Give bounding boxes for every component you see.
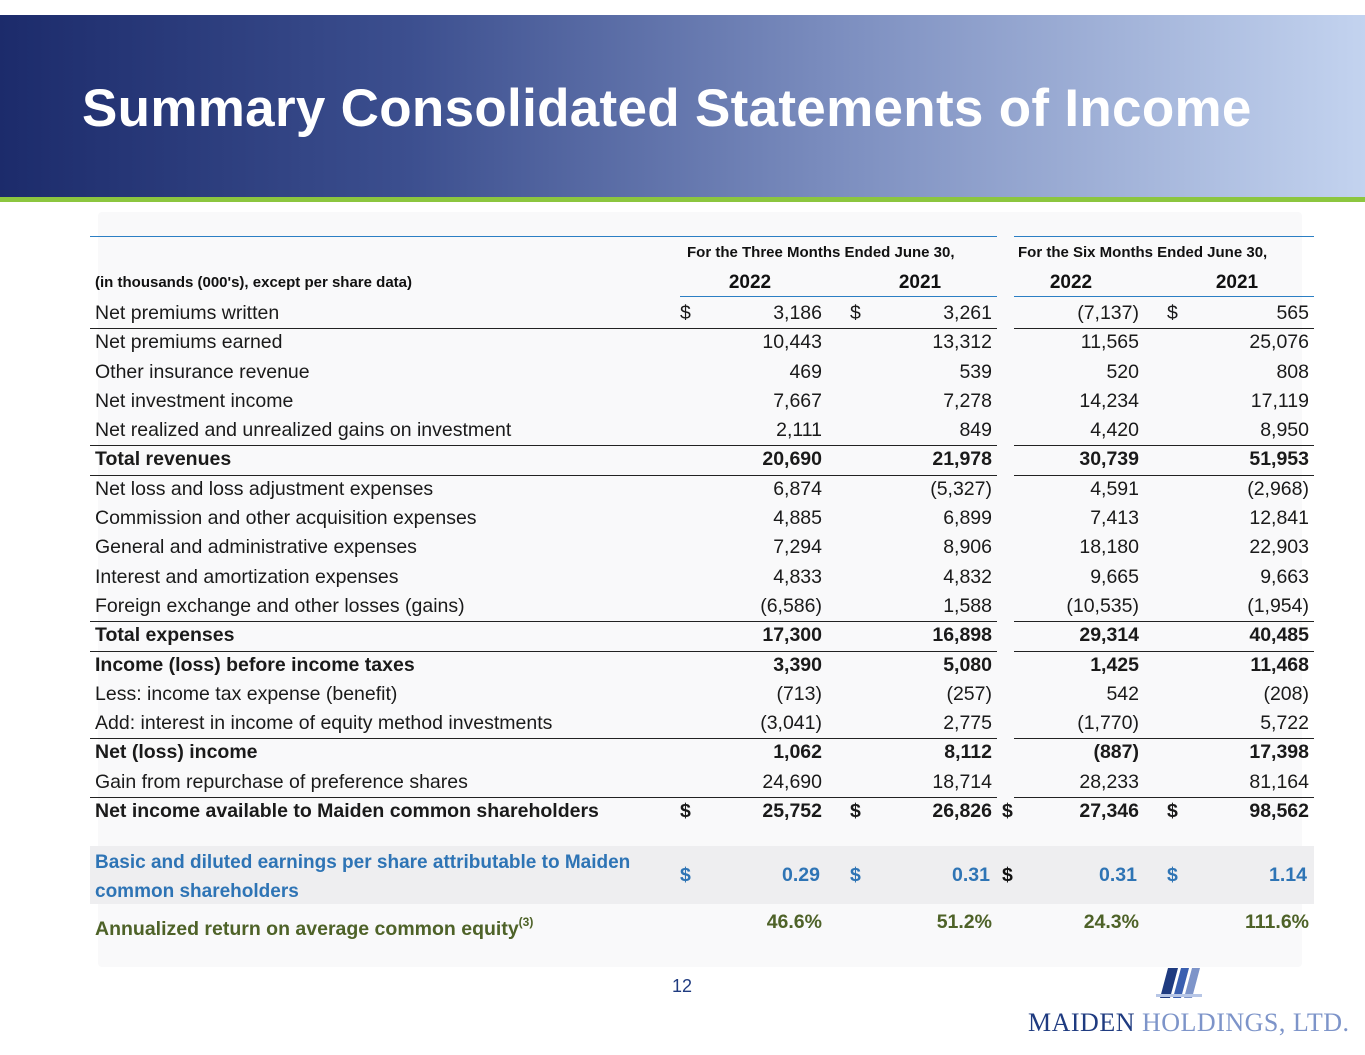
roe-label — [95, 908, 533, 944]
table-cell: 22,903 — [1249, 536, 1309, 559]
table-cell: (713) — [776, 682, 822, 705]
table-row — [90, 680, 1314, 709]
company-logo-text — [1028, 1008, 1350, 1038]
roe-6m-2022: 24.3% — [1083, 911, 1139, 933]
table-cell: 5,080 — [943, 653, 992, 676]
table-cell: (10,535) — [1066, 594, 1139, 617]
table-cell: 27,346 — [1079, 800, 1139, 823]
table-cell: 4,591 — [1090, 477, 1139, 500]
table-cell: (2,968) — [1247, 477, 1309, 500]
eps-3m-2022: 0.29 — [782, 864, 820, 886]
table-cell: 2,111 — [776, 419, 822, 442]
table-cell: (5,327) — [930, 477, 992, 500]
row-label: Other insurance revenue — [95, 360, 310, 383]
currency-symbol: $ — [850, 864, 861, 886]
table-cell: 7,294 — [773, 536, 822, 559]
currency-symbol: $ — [680, 800, 691, 823]
currency-symbol: $ — [850, 302, 861, 324]
header-rule-six-months — [1014, 236, 1314, 237]
table-cell: 17,398 — [1249, 741, 1309, 764]
row-label: Net premiums earned — [95, 331, 283, 354]
table-cell: 25,752 — [762, 800, 822, 823]
table-cell: 1,588 — [943, 594, 992, 617]
table-cell: (1,770) — [1077, 712, 1139, 735]
table-cell: 5,722 — [1260, 712, 1309, 735]
row-label: Total expenses — [95, 624, 235, 647]
row-label: Commission and other acquisition expenses — [95, 507, 477, 530]
table-row — [90, 768, 1314, 797]
table-cell: (257) — [946, 682, 992, 705]
table-cell: 26,826 — [932, 800, 992, 823]
table-cell: 4,833 — [773, 565, 822, 588]
top-strip — [0, 0, 1365, 15]
table-row — [90, 621, 1314, 650]
table-row — [90, 709, 1314, 738]
row-label: Total revenues — [95, 448, 232, 471]
table-body — [90, 299, 1314, 826]
eps-label: Basic and diluted earnings per share attributable to Maiden common shareholders — [95, 852, 631, 902]
table-row — [90, 651, 1314, 680]
roe-3m-2022: 46.6% — [766, 911, 822, 933]
table-cell: 4,885 — [773, 507, 822, 530]
table-cell: 3,261 — [943, 302, 992, 324]
row-label: Add: interest in income of equity method investments — [95, 712, 553, 735]
table-cell: 1,062 — [773, 741, 822, 764]
roe-3m-2021: 51.2% — [936, 911, 992, 933]
table-cell: 29,314 — [1079, 624, 1139, 647]
table-row — [90, 533, 1314, 562]
header-rule-three-months — [90, 236, 997, 237]
roe-footnote: (3) — [518, 915, 534, 929]
period-header-six-months: For the Six Months Ended June 30, — [1018, 244, 1268, 261]
roe-label-text: Annualized return on average common equity — [95, 918, 519, 940]
currency-symbol: $ — [680, 302, 691, 324]
row-label: Net income available to Maiden common shareholders — [95, 800, 599, 823]
table-cell: 28,233 — [1079, 770, 1139, 793]
table-row — [90, 738, 1314, 767]
table-cell: 8,950 — [1260, 419, 1309, 442]
row-label: Net investment income — [95, 389, 294, 412]
table-cell: 469 — [789, 360, 822, 383]
table-row — [90, 592, 1314, 621]
table-row — [90, 797, 1314, 826]
unit-label: (in thousands (000's), except per share data) — [95, 274, 412, 291]
table-cell: 808 — [1276, 360, 1309, 383]
row-label: Net (loss) income — [95, 741, 258, 764]
currency-symbol: $ — [1167, 800, 1178, 823]
table-cell: 8,906 — [943, 536, 992, 559]
table-cell: 51,953 — [1249, 448, 1309, 471]
table-cell: 565 — [1276, 302, 1309, 324]
table-row — [90, 445, 1314, 474]
year-underline-six-months — [1014, 296, 1314, 297]
eps-6m-2022: 0.31 — [1099, 864, 1137, 886]
table-cell: (6,586) — [760, 594, 822, 617]
table-cell: (7,137) — [1077, 302, 1139, 324]
table-cell: 520 — [1106, 360, 1139, 383]
eps-3m-2021: 0.31 — [952, 864, 990, 886]
table-cell: 25,076 — [1249, 331, 1309, 354]
roe-6m-2021: 111.6% — [1245, 911, 1309, 933]
table-cell: (887) — [1093, 741, 1139, 764]
table-cell: (1,954) — [1247, 594, 1309, 617]
year-header-6m-2021: 2021 — [1215, 272, 1259, 293]
table-row — [90, 358, 1314, 387]
period-header-three-months: For the Three Months Ended June 30, — [687, 244, 955, 261]
currency-symbol: $ — [680, 864, 691, 886]
table-cell: 7,413 — [1090, 507, 1139, 530]
currency-symbol: $ — [1002, 864, 1013, 886]
table-cell: 8,112 — [944, 741, 992, 764]
table-cell: 2,775 — [943, 712, 992, 735]
table-cell: 17,300 — [762, 624, 822, 647]
table-cell: 4,420 — [1090, 419, 1139, 442]
year-header-3m-2021: 2021 — [898, 272, 942, 293]
table-row — [90, 504, 1314, 533]
table-cell: 849 — [959, 419, 992, 442]
page-number: 12 — [671, 976, 693, 996]
table-cell: 9,665 — [1090, 565, 1139, 588]
table-row — [90, 299, 1314, 328]
table-cell: 20,690 — [762, 448, 822, 471]
row-label: Less: income tax expense (benefit) — [95, 682, 398, 705]
row-label: Income (loss) before income taxes — [95, 653, 415, 676]
row-label: Foreign exchange and other losses (gains) — [95, 594, 465, 617]
table-cell: 9,663 — [1260, 565, 1309, 588]
row-label: Net realized and unrealized gains on investment — [95, 419, 512, 442]
table-cell: 3,186 — [773, 302, 822, 324]
table-row — [90, 475, 1314, 504]
table-cell: 12,841 — [1249, 507, 1309, 530]
table-cell: (208) — [1263, 682, 1309, 705]
table-cell: 3,390 — [773, 653, 822, 676]
table-cell: 542 — [1106, 682, 1139, 705]
table-cell: 11,565 — [1080, 331, 1139, 354]
logo-name: MAIDEN — [1028, 1008, 1135, 1037]
table-cell: 16,898 — [932, 624, 992, 647]
currency-symbol: $ — [1002, 800, 1013, 823]
table-cell: 18,180 — [1079, 536, 1139, 559]
row-label: Net loss and loss adjustment expenses — [95, 477, 434, 500]
table-cell: 14,234 — [1079, 389, 1139, 412]
eps-row — [90, 846, 1314, 904]
banner-accent-line — [0, 197, 1365, 202]
table-cell: 21,978 — [932, 448, 992, 471]
row-label: Interest and amortization expenses — [95, 565, 399, 588]
table-cell: 18,714 — [932, 770, 992, 793]
table-cell: 7,667 — [773, 389, 822, 412]
table-cell: 4,832 — [943, 565, 992, 588]
table-row — [90, 416, 1314, 445]
table-cell: 24,690 — [762, 770, 822, 793]
roe-row — [90, 906, 1314, 938]
table-cell: 1,425 — [1090, 653, 1139, 676]
table-row — [90, 387, 1314, 416]
table-cell: 98,562 — [1249, 800, 1309, 823]
table-cell: 10,443 — [762, 331, 822, 354]
year-header-3m-2022: 2022 — [728, 272, 772, 293]
table-cell: (3,041) — [760, 712, 822, 735]
table-cell: 7,278 — [943, 389, 992, 412]
year-header-6m-2022: 2022 — [1049, 272, 1093, 293]
row-label: General and administrative expenses — [95, 536, 417, 559]
currency-symbol: $ — [1167, 864, 1178, 886]
table-cell: 11,468 — [1250, 653, 1309, 676]
table-cell: 6,874 — [773, 477, 822, 500]
table-cell: 30,739 — [1079, 448, 1139, 471]
currency-symbol: $ — [850, 800, 861, 823]
year-underline-three-months — [680, 296, 997, 297]
table-cell: 40,485 — [1249, 624, 1309, 647]
table-cell: 13,312 — [932, 331, 992, 354]
currency-symbol: $ — [1167, 302, 1178, 324]
table-cell: 17,119 — [1250, 389, 1309, 412]
row-label: Gain from repurchase of preference shares — [95, 770, 468, 793]
eps-6m-2021: 1.14 — [1269, 864, 1307, 886]
table-cell: 539 — [959, 360, 992, 383]
maiden-logo-icon — [1156, 966, 1204, 1000]
table-cell: 6,899 — [943, 507, 992, 530]
page-title: Summary Consolidated Statements of Income — [82, 79, 1252, 138]
row-label: Net premiums written — [95, 302, 280, 324]
table-cell: 81,164 — [1249, 770, 1309, 793]
logo-suffix: HOLDINGS, LTD. — [1142, 1008, 1350, 1037]
table-row — [90, 563, 1314, 592]
table-row — [90, 328, 1314, 357]
